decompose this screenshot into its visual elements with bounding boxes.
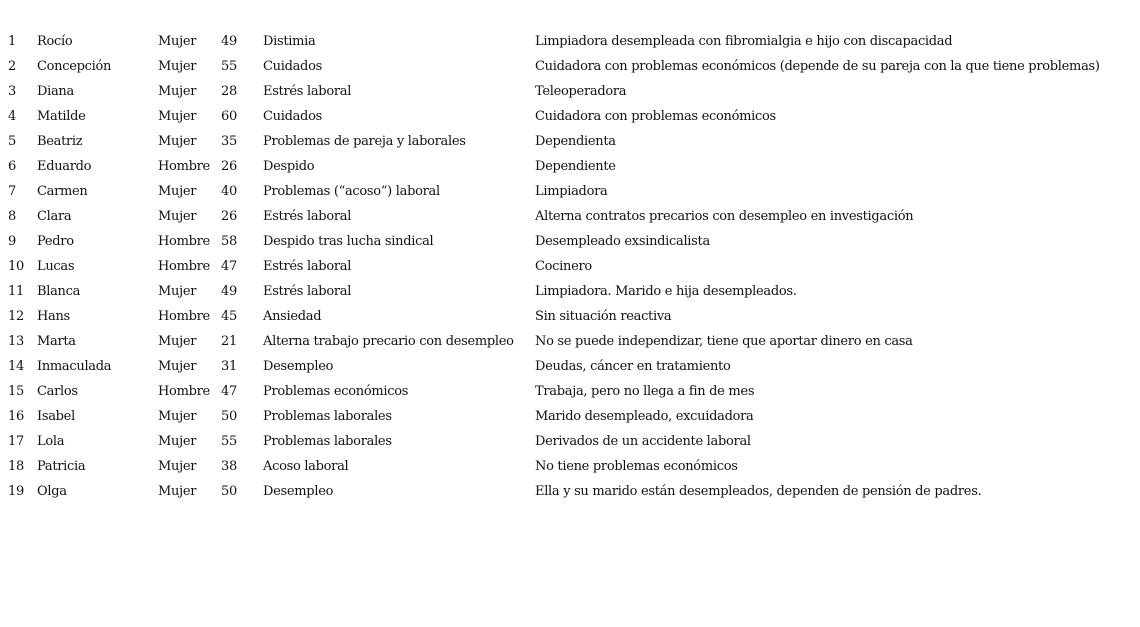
participant-name: Carlos <box>37 384 78 399</box>
participant-name: Beatriz <box>37 134 83 149</box>
social-situation: Dependiente <box>535 159 616 174</box>
presenting-problem: Estrés laboral <box>263 259 352 274</box>
participant-sex: Mujer <box>158 459 197 474</box>
table-row <box>0 458 1140 483</box>
participant-name: Lola <box>37 434 65 449</box>
participant-sex: Mujer <box>158 84 197 99</box>
participant-name: Marta <box>37 334 76 349</box>
participant-age: 35 <box>221 134 237 149</box>
participant-name: Diana <box>37 84 74 99</box>
table-row <box>0 483 1140 508</box>
presenting-problem: Acoso laboral <box>263 459 349 474</box>
social-situation: Sin situación reactiva <box>535 309 672 324</box>
presenting-problem: Problemas (“acoso”) laboral <box>263 184 440 199</box>
participant-age: 45 <box>221 309 237 324</box>
table-row <box>0 58 1140 83</box>
row-number: 7 <box>8 184 16 199</box>
participant-age: 47 <box>221 384 237 399</box>
row-number: 6 <box>8 159 16 174</box>
participant-age: 55 <box>221 434 237 449</box>
presenting-problem: Cuidados <box>263 59 322 74</box>
table-row <box>0 33 1140 58</box>
row-number: 14 <box>8 359 24 374</box>
participant-sex: Hombre <box>158 384 210 399</box>
participant-sex: Mujer <box>158 334 197 349</box>
presenting-problem: Problemas laborales <box>263 409 392 424</box>
participant-age: 47 <box>221 259 237 274</box>
row-number: 18 <box>8 459 24 474</box>
social-situation: Limpiadora. Marido e hija desempleados. <box>535 284 797 299</box>
row-number: 3 <box>8 84 16 99</box>
row-number: 4 <box>8 109 16 124</box>
participant-name: Isabel <box>37 409 75 424</box>
table-row <box>0 183 1140 208</box>
participant-sex: Mujer <box>158 359 197 374</box>
participant-age: 26 <box>221 209 237 224</box>
table-row <box>0 308 1140 333</box>
social-situation: Desempleado exsindicalista <box>535 234 710 249</box>
presenting-problem: Distimia <box>263 34 316 49</box>
participant-sex: Mujer <box>158 34 197 49</box>
table-row <box>0 108 1140 133</box>
participant-sex: Mujer <box>158 434 197 449</box>
presenting-problem: Ansiedad <box>263 309 322 324</box>
participant-age: 40 <box>221 184 237 199</box>
participant-age: 58 <box>221 234 237 249</box>
social-situation: Derivados de un accidente laboral <box>535 434 751 449</box>
presenting-problem: Estrés laboral <box>263 284 352 299</box>
participant-age: 49 <box>221 34 237 49</box>
row-number: 15 <box>8 384 24 399</box>
row-number: 19 <box>8 484 24 499</box>
row-number: 5 <box>8 134 16 149</box>
presenting-problem: Problemas económicos <box>263 384 409 399</box>
table-row <box>0 408 1140 433</box>
participant-sex: Mujer <box>158 409 197 424</box>
participant-sex: Mujer <box>158 59 197 74</box>
participant-name: Olga <box>37 484 67 499</box>
social-situation: Cocinero <box>535 259 592 274</box>
participant-name: Hans <box>37 309 70 324</box>
table-row <box>0 233 1140 258</box>
participant-name: Matilde <box>37 109 86 124</box>
social-situation: Dependienta <box>535 134 616 149</box>
participant-sex: Mujer <box>158 284 197 299</box>
participant-age: 50 <box>221 484 237 499</box>
row-number: 11 <box>8 284 24 299</box>
participant-age: 55 <box>221 59 237 74</box>
participant-name: Pedro <box>37 234 74 249</box>
participant-age: 60 <box>221 109 237 124</box>
presenting-problem: Alterna trabajo precario con desempleo <box>263 334 514 349</box>
table-row <box>0 283 1140 308</box>
participant-name: Carmen <box>37 184 88 199</box>
table-row <box>0 158 1140 183</box>
participant-age: 26 <box>221 159 237 174</box>
participant-name: Eduardo <box>37 159 92 174</box>
participant-age: 38 <box>221 459 237 474</box>
participant-sex: Mujer <box>158 109 197 124</box>
table-row <box>0 258 1140 283</box>
social-situation: Cuidadora con problemas económicos (depende de su pareja con la que tiene problemas) <box>535 59 1100 74</box>
participant-age: 28 <box>221 84 237 99</box>
participant-name: Rocío <box>37 34 73 49</box>
participant-sex: Hombre <box>158 259 210 274</box>
table-row <box>0 358 1140 383</box>
social-situation: Trabaja, pero no llega a fin de mes <box>535 384 755 399</box>
participant-age: 21 <box>221 334 237 349</box>
participant-name: Lucas <box>37 259 75 274</box>
social-situation: Alterna contratos precarios con desempleo en investigación <box>535 209 914 224</box>
presenting-problem: Cuidados <box>263 109 322 124</box>
social-situation: Limpiadora desempleada con fibromialgia e hijo con discapacidad <box>535 34 953 49</box>
row-number: 8 <box>8 209 16 224</box>
row-number: 9 <box>8 234 16 249</box>
participants-table <box>0 33 1140 508</box>
row-number: 2 <box>8 59 16 74</box>
participant-name: Blanca <box>37 284 81 299</box>
social-situation: Cuidadora con problemas económicos <box>535 109 776 124</box>
participant-name: Patricia <box>37 459 86 474</box>
presenting-problem: Estrés laboral <box>263 209 352 224</box>
presenting-problem: Problemas laborales <box>263 434 392 449</box>
row-number: 13 <box>8 334 24 349</box>
social-situation: No se puede independizar, tiene que aportar dinero en casa <box>535 334 913 349</box>
row-number: 10 <box>8 259 24 274</box>
participant-sex: Hombre <box>158 234 210 249</box>
table-row <box>0 383 1140 408</box>
table-row <box>0 433 1140 458</box>
participant-sex: Mujer <box>158 209 197 224</box>
presenting-problem: Despido tras lucha sindical <box>263 234 434 249</box>
participant-sex: Hombre <box>158 309 210 324</box>
participant-name: Inmaculada <box>37 359 112 374</box>
social-situation: Ella y su marido están desempleados, dependen de pensión de padres. <box>535 484 982 499</box>
presenting-problem: Despido <box>263 159 315 174</box>
participant-name: Clara <box>37 209 72 224</box>
table-row <box>0 83 1140 108</box>
presenting-problem: Desempleo <box>263 484 334 499</box>
participant-sex: Mujer <box>158 484 197 499</box>
participant-age: 50 <box>221 409 237 424</box>
row-number: 17 <box>8 434 24 449</box>
participant-name: Concepción <box>37 59 112 74</box>
participant-sex: Mujer <box>158 134 197 149</box>
row-number: 12 <box>8 309 24 324</box>
row-number: 16 <box>8 409 24 424</box>
social-situation: Teleoperadora <box>535 84 627 99</box>
presenting-problem: Estrés laboral <box>263 84 352 99</box>
social-situation: No tiene problemas económicos <box>535 459 738 474</box>
social-situation: Deudas, cáncer en tratamiento <box>535 359 731 374</box>
participant-age: 49 <box>221 284 237 299</box>
table-row <box>0 333 1140 358</box>
presenting-problem: Problemas de pareja y laborales <box>263 134 466 149</box>
social-situation: Limpiadora <box>535 184 608 199</box>
participant-sex: Mujer <box>158 184 197 199</box>
participant-age: 31 <box>221 359 237 374</box>
participant-sex: Hombre <box>158 159 210 174</box>
table-row <box>0 208 1140 233</box>
table-row <box>0 133 1140 158</box>
presenting-problem: Desempleo <box>263 359 334 374</box>
row-number: 1 <box>8 34 16 49</box>
social-situation: Marido desempleado, excuidadora <box>535 409 754 424</box>
